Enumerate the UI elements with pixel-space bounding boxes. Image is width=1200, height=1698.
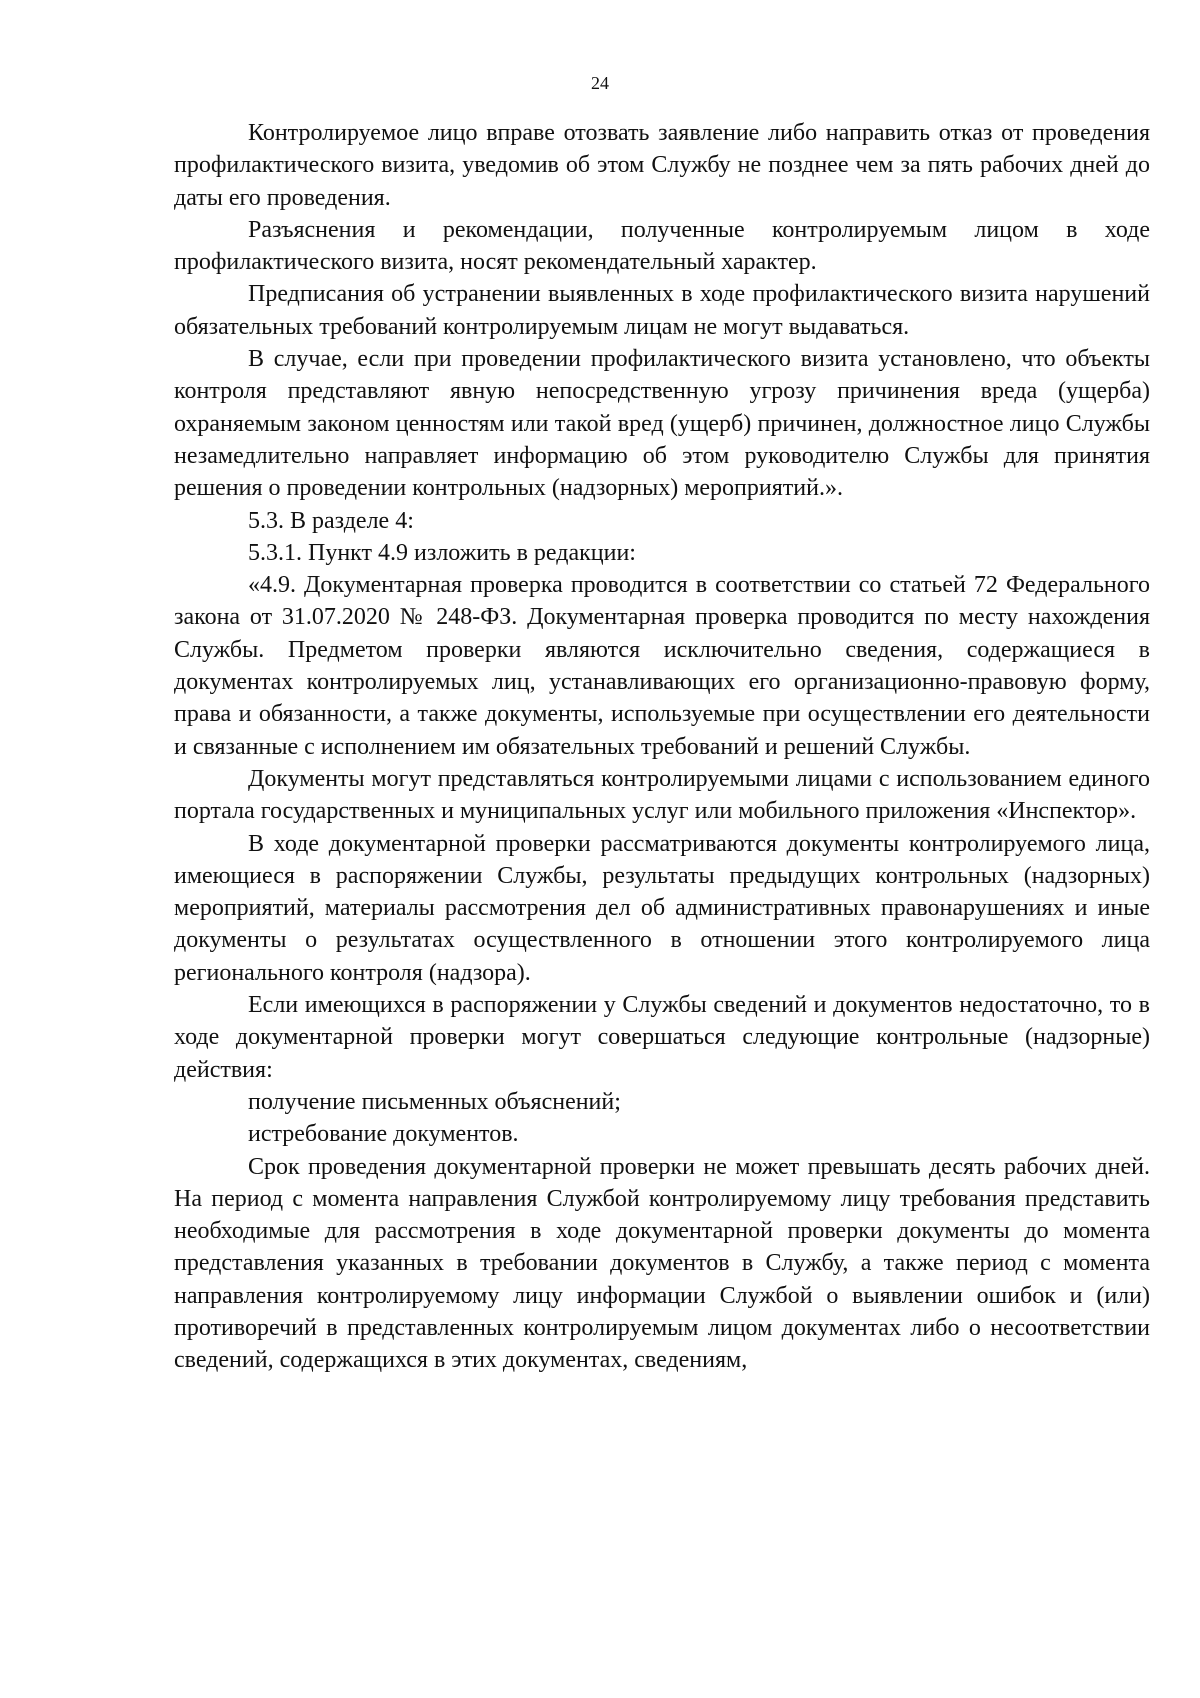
paragraph-prescriptions: Предписания об устранении выявленных в ходе профилактического визита нарушений обязательных требований контролируемым лицам не могут выдаваться. xyxy=(174,281,1150,340)
paragraph-documents-submission: Документы могут представляться контролируемыми лицами с использованием единого портала государственных и муниципальных услуг или мобильного приложения «Инспектор». xyxy=(174,765,1150,825)
paragraph-documents-review: В ходе документарной проверки рассматриваются документы контролируемого лица, имеющиеся в распоряжении Службы, результаты предыдущих контрольных (надзорных) мероприятий, материалы рассмотрения дел об административных правонарушениях и иные документы о результатах осуществленного в отношении этого контролируемого лица регионального контроля (надзора). xyxy=(174,830,1150,986)
list-item-explanations: получение письменных объяснений; xyxy=(248,1088,621,1115)
paragraph-section-5-3: 5.3. В разделе 4: xyxy=(248,507,414,534)
paragraph-recommendations: Разъяснения и рекомендации, полученные контролируемым лицом в ходе профилактического визита, носят рекомендательный характер. xyxy=(174,216,1150,276)
paragraph-insufficient-info: Если имеющихся в распоряжении у Службы сведений и документов недостаточно, то в ходе документарной проверки могут совершаться следующие контрольные (надзорные) действия: xyxy=(174,992,1150,1083)
paragraph-withdrawal: Контролируемое лицо вправе отозвать заявление либо направить отказ от проведения профилактического визита, уведомив об этом Службу не позднее чем за пять рабочих дней до даты его проведения. xyxy=(174,120,1150,211)
page-number: 24 xyxy=(591,73,609,93)
paragraph-section-5-3-1: 5.3.1. Пункт 4.9 изложить в редакции: xyxy=(248,539,636,566)
list-item-documents-request: истребование документов. xyxy=(248,1121,519,1148)
paragraph-threat-case: В случае, если при проведении профилактического визита установлено, что объекты контроля представляют явную непосредственную угрозу причинения вреда (ущерба) охраняемым законом ценностям или такой вред (ущерб) причинен, должностное лицо Службы незамедлительно направляет информацию об этом руководителю Службы для принятия решения о проведении контрольных (надзорных) мероприятий.». xyxy=(174,346,1150,502)
document-body xyxy=(174,117,1150,1377)
paragraph-check-duration: Срок проведения документарной проверки не может превышать десять рабочих дней. На период с момента направления Службой контролируемому лицу требования представить необходимые для рассмотрения в ходе документарной проверки документы до момента представления указанных в требовании документов в Службу, а также период с момента направления контролируемому лицу информации Службой о выявлении ошибок и (или) противоречий в представленных контролируемым лицом документах либо о несоответствии сведений, содержащихся в этих документах, сведениям, xyxy=(174,1153,1150,1374)
paragraph-clause-4-9: «4.9. Документарная проверка проводится в соответствии со статьей 72 Федерального закона от 31.07.2020 № 248-ФЗ. Документарная проверка проводится по месту нахождения Службы. Предметом проверки являются исключительно сведения, содержащиеся в документах контролируемых лиц, устанавливающих его организационно-правовую форму, права и обязанности, а также документы, используемые при осуществлении его деятельности и связанные с исполнением им обязательных требований и решений Службы. xyxy=(174,572,1150,760)
